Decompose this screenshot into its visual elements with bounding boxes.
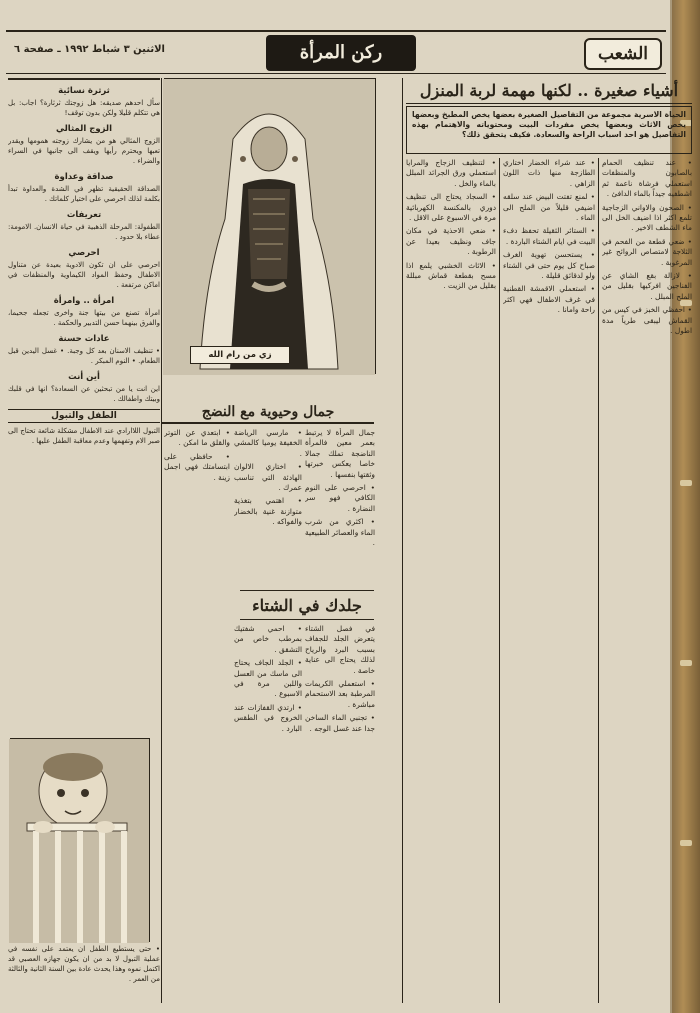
column-divider (598, 158, 599, 1003)
article-paragraph: • مارسي الرياضة الخفيفة يوميا كالمشي . (234, 428, 302, 458)
beauty-headline: جمال وحيوية مع النضج (162, 400, 374, 424)
article-paragraph: • استعملي الكريمات المرطبة بعد الاستحمام مباشرة . (305, 679, 375, 709)
article-paragraph: • اكثري من شرب الماء والعصائر الطبيعية . (305, 517, 375, 548)
main-article-column-2 (503, 158, 595, 1003)
tip-heading: أين أنت (68, 372, 100, 382)
article-paragraph: • ارتدي القفازات عند الخروج في الطقس البارد . (234, 702, 302, 733)
baby-photo-caption: • حتى يستطيع الطفل ان يعتمد على نفسه في عملية التبول لا بد من ان يكون جهازه العصبي قد اكتمل نموه وهذا يحدث عادة بين السنة الثانية والثالثة من العمر . (8, 945, 160, 983)
baby-illustration (9, 739, 149, 943)
newspaper-logo: الشعب (584, 38, 662, 70)
tip-heading: الزوج المثالي (55, 124, 113, 134)
photo-caption: زي من رام الله (190, 346, 290, 364)
article-paragraph: • تجنبي الماء الساخن جدا عند غسل الوجه . (305, 713, 375, 733)
main-article-column-3 (406, 158, 496, 1003)
article-paragraph: • الستائر الثقيلة تحفظ دفء البيت في ايام الشتاء الباردة . (503, 226, 595, 246)
tip-text: سأل احدهم صديقه: هل زوجتك ثرثارة؟ اجاب: بل هي تتكلم قليلا ولكن بدون توقف! (8, 99, 160, 117)
article-paragraph: • ضعي الاحذية في مكان جاف ونظيف بعيدا عن الرطوبة . (406, 226, 496, 257)
article-paragraph: • الجلد الجاف يحتاج الى ماسك من العسل واللبن مرة في الاسبوع . (234, 658, 302, 699)
article-paragraph: • حافظي على ابتسامتك فهي اجمل زينة . (164, 451, 230, 482)
article-paragraph: • عند شراء الخضار اختاري الطازجة منها ذات اللون الزاهي . (503, 158, 595, 188)
section-title: ركن المرأة (266, 35, 416, 71)
tip-text: امرأة تصنع من بيتها جنة واخرى تجعله جحيما، والفرق بينهما حسن التدبير والحكمة . (8, 309, 160, 327)
article-paragraph: • احفظي الخبز في كيس من القماش ليبقى طرياً مدة اطول . (602, 305, 692, 336)
tip-text: • تنظيف الاسنان بعد كل وجبة. • غسل اليدين قبل الطعام. • النوم المبكر . (8, 347, 160, 365)
article-paragraph: • الاثاث الخشبي يلمع اذا مسح بقطعة قماش مبللة بقليل من الزيت . (406, 260, 496, 291)
beauty-column-1 (305, 428, 375, 588)
skin-headline: جلدك في الشتاء (240, 590, 374, 620)
tip-heading: امرأة .. وامرأة (53, 296, 115, 306)
tip-heading: عادات حسنة (58, 334, 110, 344)
article-paragraph: • احمي شفتيك بمرطب خاص من التشقق . (234, 624, 302, 654)
woman-figure-illustration (163, 79, 375, 375)
tip-heading: تعريفات (66, 210, 102, 220)
article-paragraph: • استعملي الاقمشة القطنية في غرف الاطفال فهي اكثر راحة وامانا . (503, 284, 595, 315)
article-paragraph: • الصحون والاواني الزجاجية تلمع اكثر اذا اضيف الخل الى ماء الشطف الاخير . (602, 202, 692, 233)
masthead (6, 30, 666, 74)
tip-text: احرصي على ان تكون الادوية بعيدة عن متناول الاطفال وحفظ المواد الكيماوية والمنظفات في اماكن مرتفعة . (8, 261, 160, 289)
article-intro: الحياة الاسرية مجموعة من التفاصيل الصغيرة بعضها يخص المطبخ وبعضها يخص الاثاث وبعضها يخص مفردات البيت ومحتوياته والاهتمام بهذه التفاصيل هو احد اسباب الراحة والسعادة. فكيف يتحقق ذلك؟ (406, 106, 692, 154)
article-paragraph: • احرصي على النوم الكافي فهو سر النضارة . (305, 483, 375, 513)
woman-traditional-dress-photo (164, 78, 376, 374)
tip-text: الزوج المثالي هو من يشارك زوجته همومها ويقدر تعبها ويحترم رأيها ويقف الى جانبها في السراء والضراء . (8, 137, 160, 165)
tip-heading: الطفل والتبول (8, 409, 160, 423)
tip-text: التبول اللاارادي عند الاطفال مشكلة شائعة تحتاج الى صبر الام وتفهمها وعدم معاقبة الطفل عليها . (8, 427, 160, 445)
tip-text: الطفولة: المرحلة الذهبية في حياة الانسان. الامومة: عطاء بلا حدود . (8, 223, 160, 241)
article-paragraph: • السجاد يحتاج الى تنظيف دوري بالمكنسة الكهربائية مرة في الاسبوع على الاقل . (406, 192, 496, 223)
dateline: الاثنين ٣ شباط ١٩٩٢ ـ صفحة ٦ (14, 44, 165, 55)
tip-heading: صداقة وعداوة (54, 172, 114, 182)
article-paragraph: • لازالة بقع الشاي عن الفناجين افركيها بقليل من الملح المبلل . (602, 271, 692, 301)
article-paragraph: في فصل الشتاء يتعرض الجلد للجفاف بسبب البرد والرياح لذلك يحتاج الى عناية خاصة . (305, 624, 375, 675)
column-divider (161, 78, 162, 1003)
skin-column-2 (234, 624, 302, 1004)
article-paragraph: • عند تنظيف الحمام بالصابون والمنظفات استعملي فرشاة ناعمة ثم اشطفيه جيداً بالماء الدافئ . (602, 158, 692, 199)
column-divider (499, 158, 500, 1003)
article-paragraph: • يستحسن تهوية الغرف صباح كل يوم حتى في الشتاء ولو لدقائق قليلة . (503, 250, 595, 281)
baby-photo (10, 738, 150, 942)
article-paragraph: • ابتعدي عن التوتر والقلق ما امكن . (164, 428, 230, 448)
column-divider (402, 78, 403, 1003)
main-article-column-1 (602, 158, 692, 1003)
tip-heading: ثرثرة نسائية (58, 86, 110, 96)
article-paragraph: • اختاري الالوان الهادئة التي تناسب عمرك . (234, 462, 302, 493)
tip-text: الصداقة الحقيقية تظهر في الشدة والعداوة تبدأ بكلمة لذلك احرصي على اختيار كلماتك . (8, 185, 160, 203)
tips-column (8, 80, 160, 730)
beauty-column-2 (234, 428, 302, 588)
tip-text: اين انت يا من تبحثين عن السعادة؟ انها في قلبك وبيتك واطفالك . (8, 385, 160, 403)
article-paragraph: • لمنع تفتت البيض عند سلقه اضيفي قليلاً من الملح الى الماء . (503, 192, 595, 223)
main-headline: أشياء صغيرة .. لكنها مهمة لربة المنزل (406, 78, 692, 104)
beauty-column-3 (164, 428, 230, 1003)
article-paragraph: • لتنظيف الزجاج والمرايا استعملي ورق الجرائد المبلل بالماء والخل . (406, 158, 496, 188)
tip-heading: احرصي (68, 248, 100, 258)
article-paragraph: • اهتمي بتغذية متوازنة غنية بالخضار والفواكه . (234, 496, 302, 527)
skin-column-1 (305, 624, 375, 1004)
article-paragraph: جمال المرأة لا يرتبط بعمر معين فالمرأة الناضجة تملك جمالا خاصا يعكس خبرتها وثقتها بنفسها . (305, 428, 375, 479)
article-paragraph: • ضعي قطعة من الفحم في الثلاجة لامتصاص الروائح غير المرغوبة . (602, 236, 692, 267)
